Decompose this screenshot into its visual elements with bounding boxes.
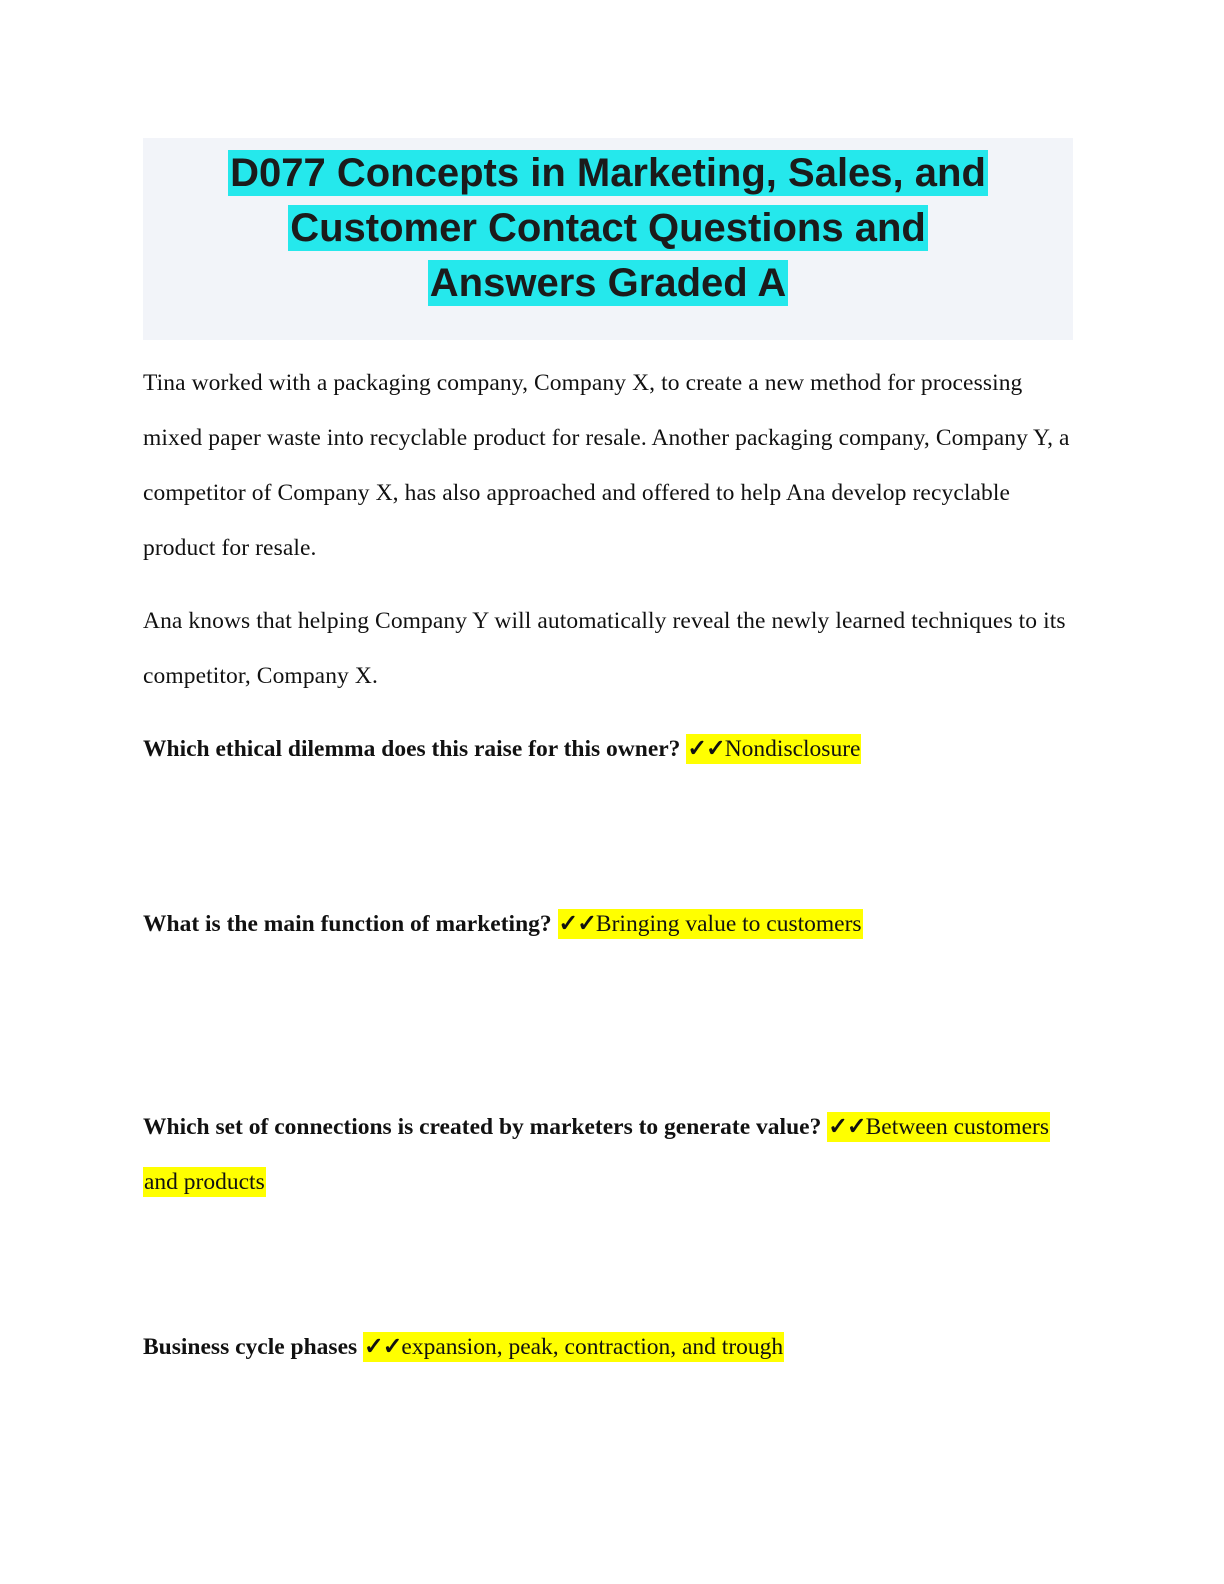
question-text-1: Which ethical dilemma does this raise for this owner? [143, 736, 687, 762]
question-text-2: What is the main function of marketing? [143, 911, 558, 937]
spacer-3 [143, 1210, 1078, 1320]
qa-item-4 [143, 1320, 1078, 1375]
title-line-3: Answers Graded A [429, 261, 787, 306]
question-text-3: Which set of connections is created by marketers to generate value? [143, 1114, 828, 1140]
qa-item-1 [143, 722, 1078, 777]
check-mark-icon: ✓✓ [558, 911, 596, 937]
answer-text-1: Nondisclosure [724, 736, 861, 762]
answer-text-3: Between customers and products [144, 1114, 1049, 1195]
paragraph-scenario-2: Ana knows that helping Company Y will automatically reveal the newly learned techniques to its competitor, Company X. [143, 608, 1066, 689]
page-title [143, 138, 1073, 340]
check-mark-icon: ✓✓ [687, 736, 725, 762]
check-mark-icon: ✓✓ [828, 1114, 866, 1140]
question-text-4: Business cycle phases [143, 1334, 364, 1360]
document-body [143, 356, 1078, 1375]
paragraph-scenario-1: Tina worked with a packaging company, Company X, to create a new method for processing mixed paper waste into recyclable product for resale. Another packaging company, Company Y, a competitor of Company X, has also approached and offered to help Ana develop recyclable product for resale. [143, 370, 1070, 561]
qa-item-3 [143, 1100, 1078, 1210]
qa-item-2 [143, 897, 1078, 952]
check-mark-icon: ✓✓ [364, 1334, 402, 1360]
spacer-2 [143, 952, 1078, 1100]
spacer-1 [143, 777, 1078, 897]
title-line-1: D077 Concepts in Marketing, Sales, and [230, 151, 986, 195]
answer-text-2: Bringing value to customers [595, 911, 862, 937]
document-title-block [143, 138, 1073, 340]
answer-text-4: expansion, peak, contraction, and trough [401, 1334, 784, 1360]
title-line-2: Customer Contact Questions and [290, 206, 926, 251]
